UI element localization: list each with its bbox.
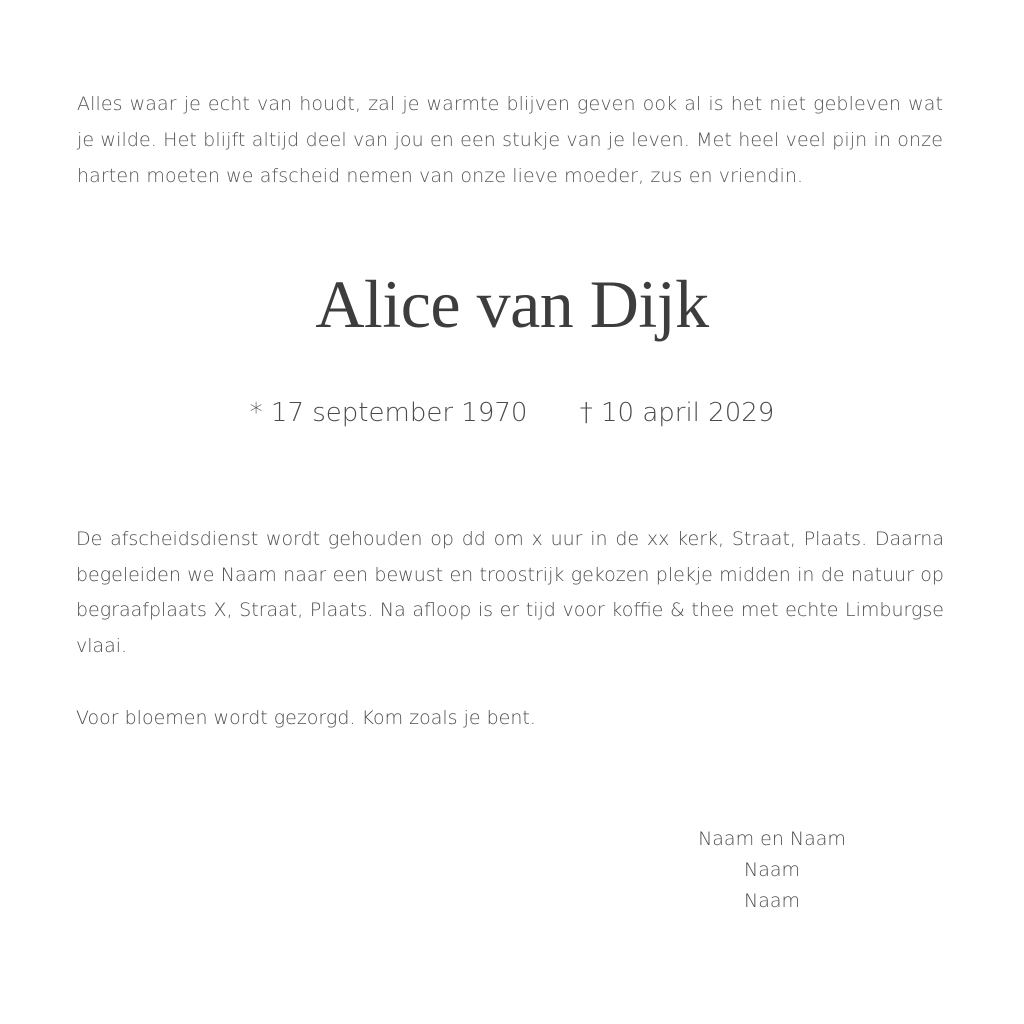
death-date: † 10 april 2029: [579, 398, 775, 428]
signature-line-1: Naam en Naam: [698, 828, 846, 850]
signature-block: [662, 824, 882, 917]
signature-line-2: Naam: [743, 859, 800, 881]
deceased-name: Alice van Dijk: [315, 266, 709, 342]
birth-date: * 17 september 1970: [249, 398, 528, 428]
intro-paragraph: Alles waar je echt van houdt, zal je warmte blijven geven ook al is het niet gebleven wat je wilde. Het blijft altijd deel van jou en een stukje van je leven. Met heel veel pijn in onze harten moeten we afscheid nemen van onze lieve moeder, zus en vriendin.: [77, 93, 943, 187]
flowers-note: Voor bloemen wordt gezorgd. Kom zoals je bent.: [76, 707, 536, 729]
life-dates: [0, 393, 1024, 433]
service-paragraph: De afscheidsdienst wordt gehouden op dd om x uur in de xx kerk, Straat, Plaats. Daarna begeleiden we Naam naar een bewust en troostrijk gekozen plekje midden in de natuur op begraafplaats X, Straat, Plaats. Na afloop is er tijd voor koffie & thee met echte Limburgse vlaai.: [76, 528, 944, 657]
signature-line-3: Naam: [743, 890, 800, 912]
